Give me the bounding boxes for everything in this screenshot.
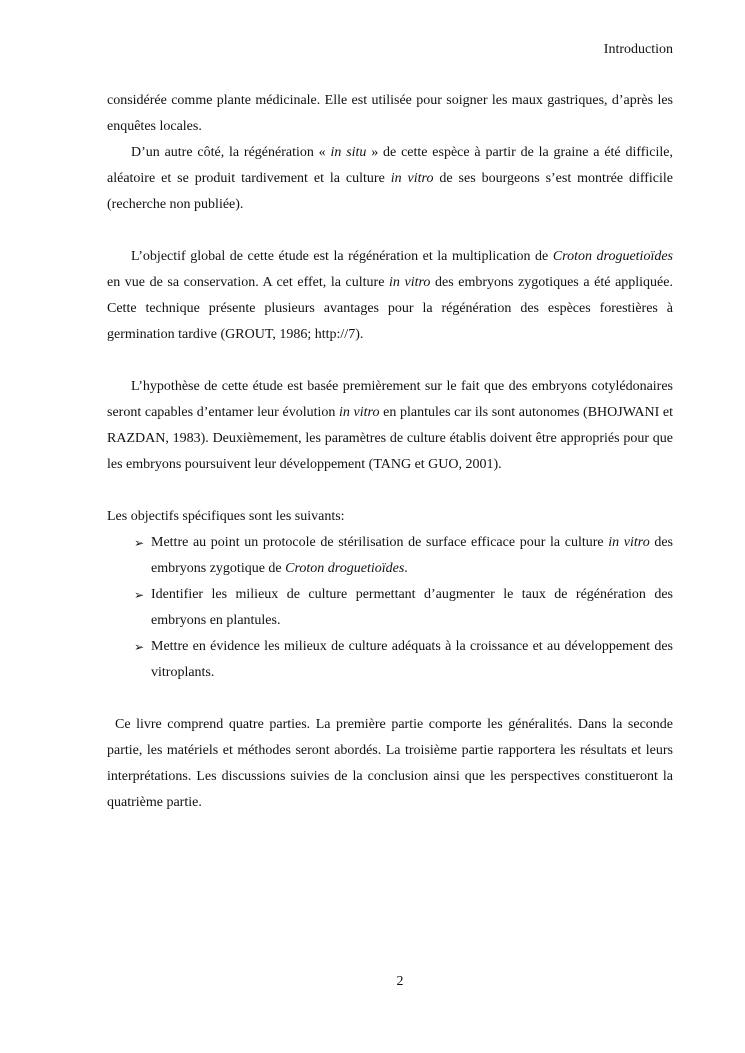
paragraph-hypothesis: L’hypothèse de cette étude est basée premièrement sur le fait que des embryons cotylédonaires seront capables d’entamer leur évolution in vitro en plantules car ils sont autonomes (BHOJWANI et RAZDAN, 1983). Deuxièmement, les paramètres de culture établis doivent être appropriés pour que les embryons poursuivent leur développement (TANG et GUO, 2001). — [107, 379, 674, 472]
objectives-intro: Les objectifs spécifiques sont les suivants: — [107, 509, 345, 524]
list-item: ➢ Identifier les milieux de culture permettant d’augmenter le taux de régénération des embryons en plantules. — [151, 582, 673, 634]
paragraph-objective: L’objectif global de cette étude est la régénération et la multiplication de Croton droguetioïdes en vue de sa conservation. A cet effet, la culture in vitro des embryons zygotiques a été appliquée. Cette technique présente plusieurs avantages pour la régénération des espèces forestières à germination tardive (GROUT, 1986; http://7). — [107, 249, 673, 342]
list-item: ➢ Mettre en évidence les milieux de culture adéquats à la croissance et au développement des vitroplants. — [151, 634, 673, 686]
running-header: Introduction — [603, 42, 673, 57]
list-item: ➢ Mettre au point un protocole de stérilisation de surface efficace pour la culture in vitro des embryons zygotique de Croton droguetioïdes. — [151, 530, 673, 582]
page-number: 2 — [396, 974, 404, 989]
paragraph-medicinal-use: considérée comme plante médicinale. Elle est utilisée pour soigner les maux gastriques, d’après les enquêtes locales. — [107, 93, 673, 134]
paragraph-regeneration: D’un autre côté, la régénération « in situ » de cette espèce à partir de la graine a été difficile, aléatoire et se produit tardivement et la culture in vitro de ses bourgeons s’est montrée difficile (recherche non publiée). — [107, 145, 674, 212]
arrow-bullet-icon: ➢ — [134, 640, 145, 654]
arrow-bullet-icon: ➢ — [134, 588, 145, 602]
paragraph-book-structure: Ce livre comprend quatre parties. La première partie comporte les généralités. Dans la seconde partie, les matériels et méthodes seront abordés. La troisième partie rapportera les résultats et leurs interprétations. Les discussions suivies de la conclusion ainsi que les perspectives constitueront la quatrième partie. — [107, 717, 673, 810]
arrow-bullet-icon: ➢ — [134, 536, 145, 550]
body-text — [107, 88, 673, 816]
objectives-list — [107, 530, 673, 686]
